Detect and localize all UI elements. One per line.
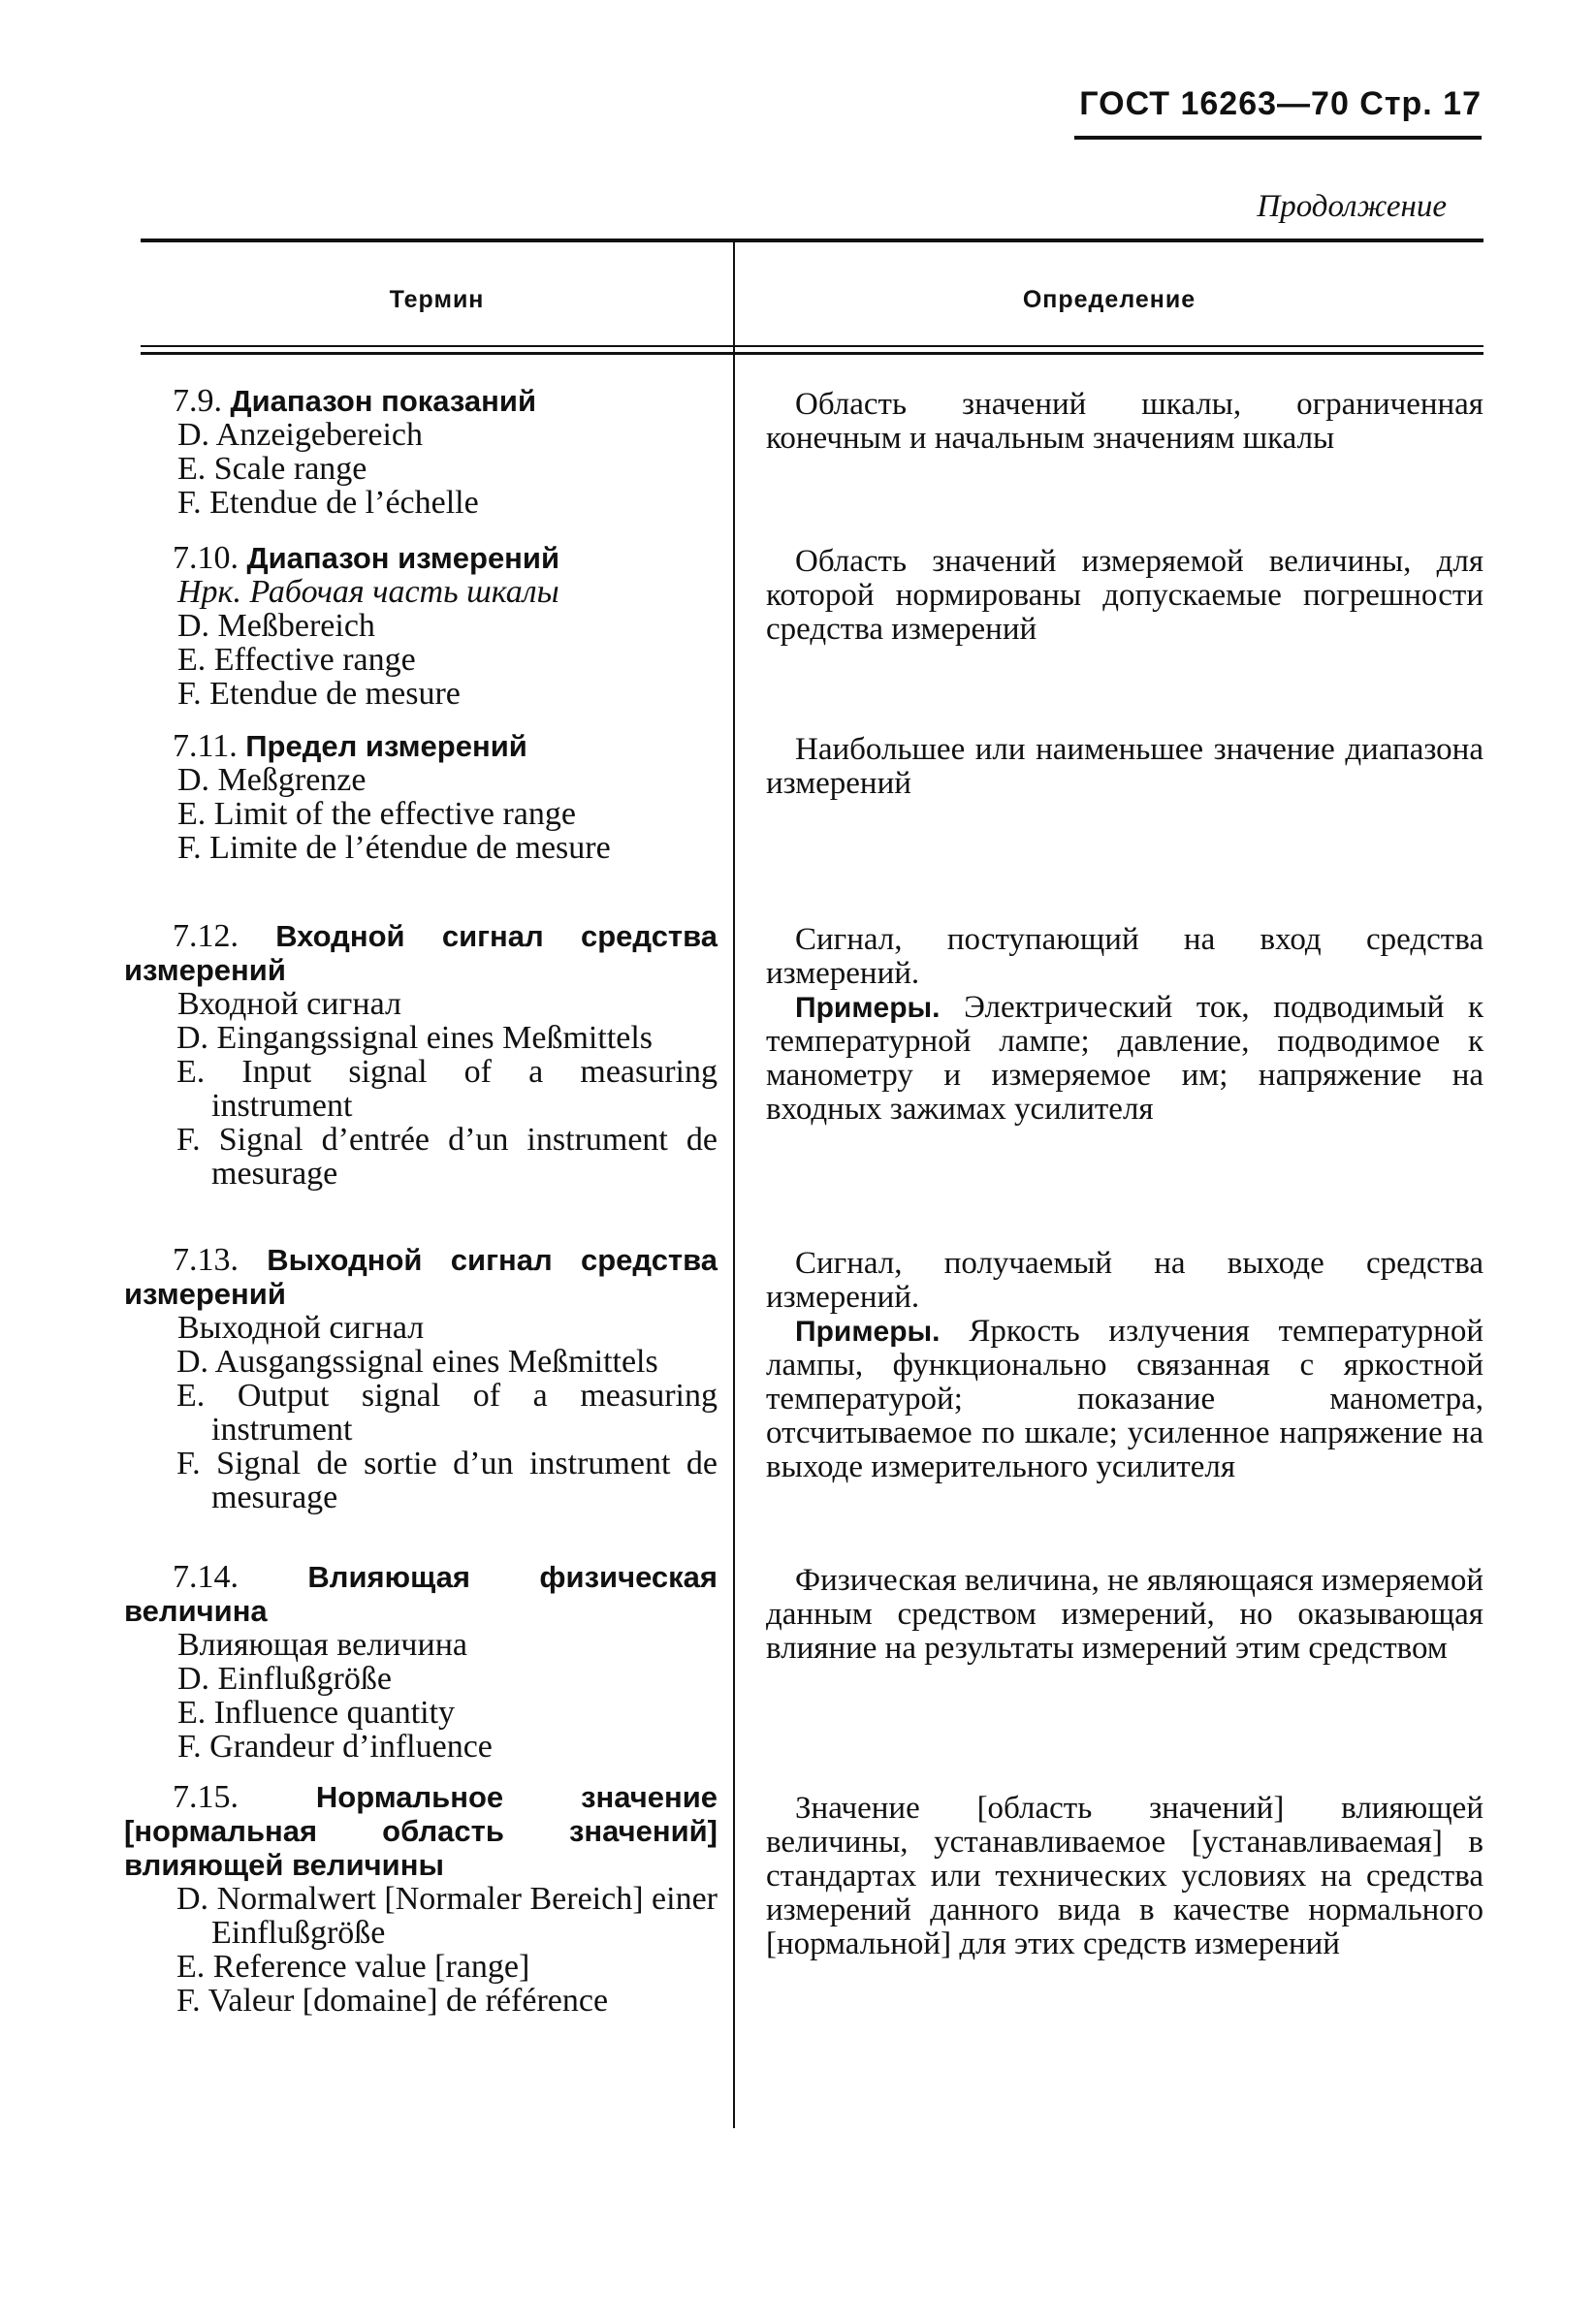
term-cell: [124, 541, 718, 711]
foreign-term-fr: F. Limite de l’étendue de mesure: [177, 830, 611, 866]
header-rule-thick: [141, 352, 1483, 355]
term-cell: [124, 1243, 718, 1514]
foreign-term-de: D. Normalwert [Normaler Bereich] einer Einflußgröße: [176, 1881, 718, 1951]
foreign-term-fr: F. Valeur [domaine] de référence: [176, 1983, 609, 2019]
definition-cell: [766, 545, 1483, 647]
term-number: 7.10.: [173, 540, 239, 576]
short-term: Входной сигнал: [177, 986, 401, 1022]
header-rule: [1074, 136, 1482, 140]
foreign-term-en: E. Output signal of a measuring instrument: [176, 1378, 718, 1448]
definition-cell: [766, 388, 1483, 456]
foreign-term-de: D. Eingangssignal eines Meßmittels: [176, 1020, 654, 1056]
definition-text: Значение [область значений] влияющей величины, устанавливаемое [устанавливаемая] в стандартах или технических условиях на средства измерений данного вида в качестве нормального [нормальной] для этих средств измерений: [766, 1791, 1483, 1961]
foreign-term-de: D. Ausgangssignal eines Meßmittels: [176, 1344, 658, 1380]
foreign-term-en: E. Effective range: [177, 642, 416, 678]
examples-text: Яркость излучения температурной лампы, функционально связанная с яркостной температурой; показание манометра, отсчитываемое по шкале; усиленное напряжение на выходе измерительного усилителя: [766, 1314, 1483, 1484]
definition-text: Область значений шкалы, ограниченная конечным и начальным значениям шкалы: [766, 387, 1483, 456]
term-cell: [124, 919, 718, 1191]
term-name: Предел измерений: [245, 729, 527, 763]
term-number: 7.12.: [173, 918, 239, 954]
definition-cell: [766, 733, 1483, 801]
examples: [766, 1315, 1483, 1484]
term-name: Выходной сигнал средства измерений: [124, 1243, 718, 1311]
definition-cell: [766, 1792, 1483, 1961]
definition-text: Сигнал, поступающий на вход средства измерений.: [766, 922, 1483, 991]
foreign-term-en: E. Input signal of a measuring instrument: [176, 1054, 718, 1124]
foreign-term-de: D. Meßgrenze: [177, 762, 367, 798]
term-title: [124, 919, 718, 987]
foreign-term-fr: F. Grandeur d’influence: [177, 1729, 493, 1765]
definition-text: Область значений измеряемой величины, для которой нормированы допускаемые погрешности средства измерений: [766, 544, 1483, 647]
non-recommended-term: Нрк. Рабочая часть шкалы: [177, 574, 559, 610]
term-title: [124, 1560, 718, 1628]
term-name: Диапазон показаний: [230, 384, 537, 418]
column-header-definition: Определение: [1022, 286, 1196, 313]
page-header: ГОСТ 16263—70 Стр. 17: [1079, 85, 1482, 122]
term-title: [124, 541, 718, 575]
examples-text: Электрический ток, подводимый к температурной лампе; давление, подводимое к манометру и измеряемое им; напряжение на входных зажимах усилителя: [766, 990, 1484, 1127]
term-title: [124, 1243, 718, 1311]
header-rule-thin: [141, 345, 1483, 347]
foreign-term-de: D. Anzeigebereich: [177, 417, 423, 453]
term-name: Входной сигнал средства измерений: [124, 919, 718, 987]
short-term: Влияющая величина: [177, 1627, 467, 1663]
foreign-term-en: E. Influence quantity: [177, 1695, 456, 1731]
definition-cell: [766, 1247, 1483, 1484]
table-top-rule: [141, 239, 1483, 242]
term-name: Влияющая физическая величина: [124, 1560, 718, 1628]
definition-text: Наибольшее или наименьшее значение диапазона измерений: [766, 732, 1483, 801]
foreign-term-de: D. Einflußgröße: [177, 1661, 392, 1697]
column-header-term: Термин: [389, 286, 485, 313]
examples-label: Примеры.: [795, 992, 941, 1024]
definition-text: Физическая величина, не являющаяся измеряемой данным средством измерений, но оказывающая влияние на результаты измерений этим средством: [766, 1563, 1483, 1666]
definition-cell: [766, 1564, 1483, 1666]
term-number: 7.11.: [173, 728, 238, 764]
term-number: 7.9.: [173, 383, 222, 419]
foreign-term-de: D. Meßbereich: [177, 608, 375, 644]
foreign-term-en: E. Scale range: [177, 451, 367, 487]
term-name: Диапазон измерений: [246, 541, 560, 575]
foreign-term-fr: F. Signal de sortie d’un instrument de mesurage: [176, 1446, 718, 1515]
term-title: [124, 1780, 718, 1882]
term-cell: [124, 1780, 718, 2018]
foreign-term-fr: F. Etendue de mesure: [177, 676, 461, 712]
examples: [766, 991, 1483, 1127]
term-number: 7.14.: [173, 1559, 239, 1595]
term-cell: [124, 1560, 718, 1764]
continued-label: Продолжение: [1257, 189, 1447, 224]
foreign-term-fr: F. Signal d’entrée d’un instrument de mesurage: [176, 1122, 718, 1192]
column-divider: [733, 242, 735, 2128]
term-cell: [124, 384, 718, 520]
definition-text: Сигнал, получаемый на выходе средства измерений.: [766, 1246, 1483, 1315]
foreign-term-en: E. Reference value [range]: [176, 1949, 530, 1985]
term-cell: [124, 729, 718, 865]
term-name: Нормальное значение [нормальная область значений] влияющей величины: [124, 1780, 718, 1882]
definition-cell: [766, 923, 1483, 1127]
term-number: 7.15.: [173, 1779, 239, 1815]
foreign-term-fr: F. Etendue de l’échelle: [177, 485, 479, 521]
term-number: 7.13.: [173, 1242, 239, 1278]
short-term: Выходной сигнал: [177, 1310, 425, 1346]
foreign-term-en: E. Limit of the effective range: [177, 796, 576, 832]
term-title: [124, 384, 718, 418]
examples-label: Примеры.: [795, 1316, 941, 1348]
term-title: [124, 729, 718, 763]
